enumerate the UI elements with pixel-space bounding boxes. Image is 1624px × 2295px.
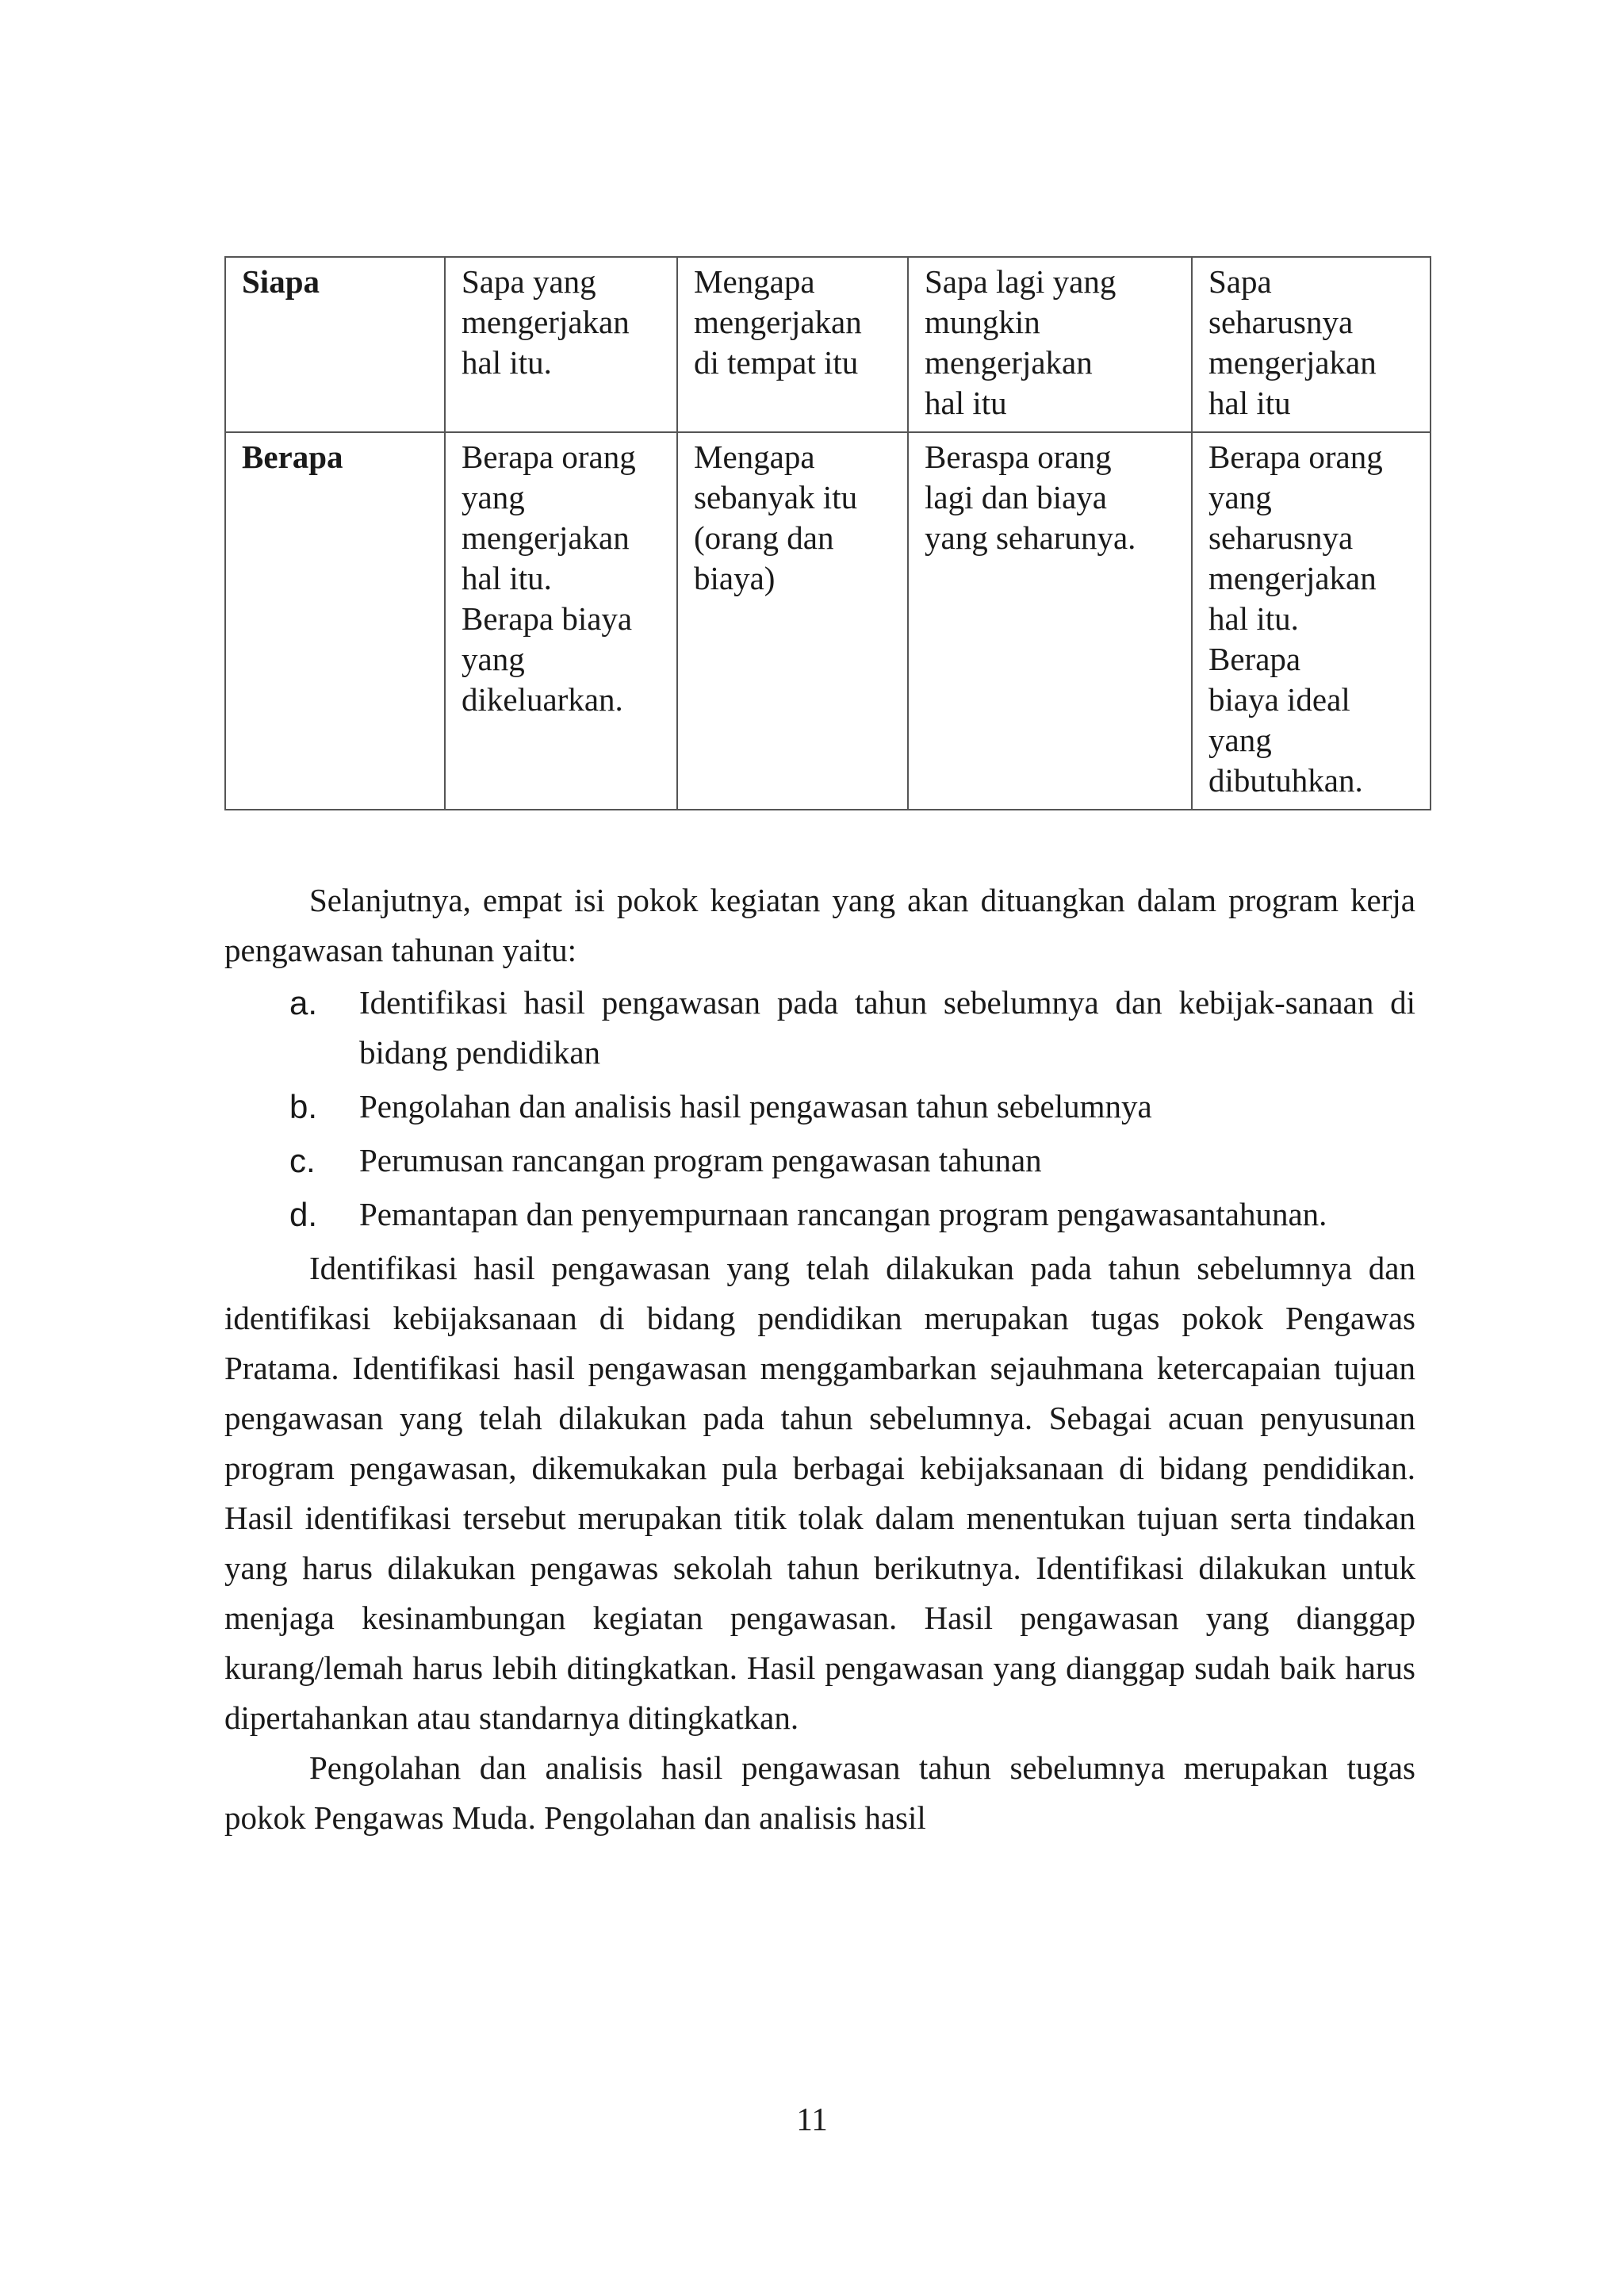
paragraph-pengolahan: Pengolahan dan analisis hasil pengawasan tahun sebelumnya merupakan tugas pokok Pengawas Muda. Pengolahan dan analisis hasil xyxy=(224,1749,1415,1836)
comparison-table xyxy=(224,256,1431,810)
row-header-berapa: Berapa xyxy=(225,432,445,810)
list-item: d. Pemantapan dan penyempurnaan rancangan program pengawasantahunan. xyxy=(224,1190,1415,1239)
table-row-berapa xyxy=(225,432,1431,810)
table-cell: Mengapa sebanyak itu (orang dan biaya) xyxy=(677,432,908,810)
body-text xyxy=(224,875,1415,1843)
list-marker: c. xyxy=(289,1142,316,1179)
list-marker: b. xyxy=(289,1088,318,1125)
activity-list xyxy=(224,978,1415,1239)
list-marker: d. xyxy=(289,1196,318,1233)
paragraph-identifikasi: Identifikasi hasil pengawasan yang telah dilakukan pada tahun sebelumnya dan identifikasi kebijaksanaan di bidang pendidikan merupakan tugas pokok Pengawas Pratama. Identifikasi hasil pengawasan menggambarkan sejauhmana ketercapaian tujuan pengawasan yang telah dilakukan pada tahun sebelumnya. Sebagai acuan penyusunan program pengawasan, dikemukakan pula berbagai kebijaksanaan di bidang pendidikan. Hasil identifikasi tersebut merupakan titik tolak dalam menentukan tujuan serta tindakan yang harus dilakukan pengawas sekolah tahun berikutnya. Identifikasi dilakukan untuk menjaga kesinambungan kegiatan pengawasan. Hasil pengawasan yang dianggap kurang/lemah harus lebih ditingkatkan. Hasil pengawasan yang dianggap sudah baik harus dipertahankan atau standarnya ditingkatkan. xyxy=(224,1250,1415,1736)
list-item: b. Pengolahan dan analisis hasil pengawasan tahun sebelumnya xyxy=(224,1082,1415,1132)
table-cell: Sapa yang mengerjakan hal itu. xyxy=(445,257,677,432)
table-cell: Mengapa mengerjakan di tempat itu xyxy=(677,257,908,432)
table-row-siapa xyxy=(225,257,1431,432)
table-cell: Sapa lagi yang mungkin mengerjakan hal itu xyxy=(908,257,1192,432)
table-cell: Berapa orang yang mengerjakan hal itu. Berapa biaya yang dikeluarkan. xyxy=(445,432,677,810)
list-marker: a. xyxy=(289,984,318,1021)
page-number: 11 xyxy=(796,2101,828,2137)
row-header-siapa: Siapa xyxy=(225,257,445,432)
table-cell: Beraspa orang lagi dan biaya yang seharunya. xyxy=(908,432,1192,810)
list-item: c. Perumusan rancangan program pengawasan tahunan xyxy=(224,1136,1415,1186)
table-cell: Berapa orang yang seharusnya mengerjakan hal itu. Berapa biaya ideal yang dibutuhkan. xyxy=(1192,432,1431,810)
list-item: a. Identifikasi hasil pengawasan pada tahun sebelumnya dan kebijak-sanaan di bidang pendidikan xyxy=(224,978,1415,1078)
intro-paragraph: Selanjutnya, empat isi pokok kegiatan yang akan dituangkan dalam program kerja pengawasan tahunan yaitu: xyxy=(224,882,1415,968)
table-cell: Sapa seharusnya mengerjakan hal itu xyxy=(1192,257,1431,432)
